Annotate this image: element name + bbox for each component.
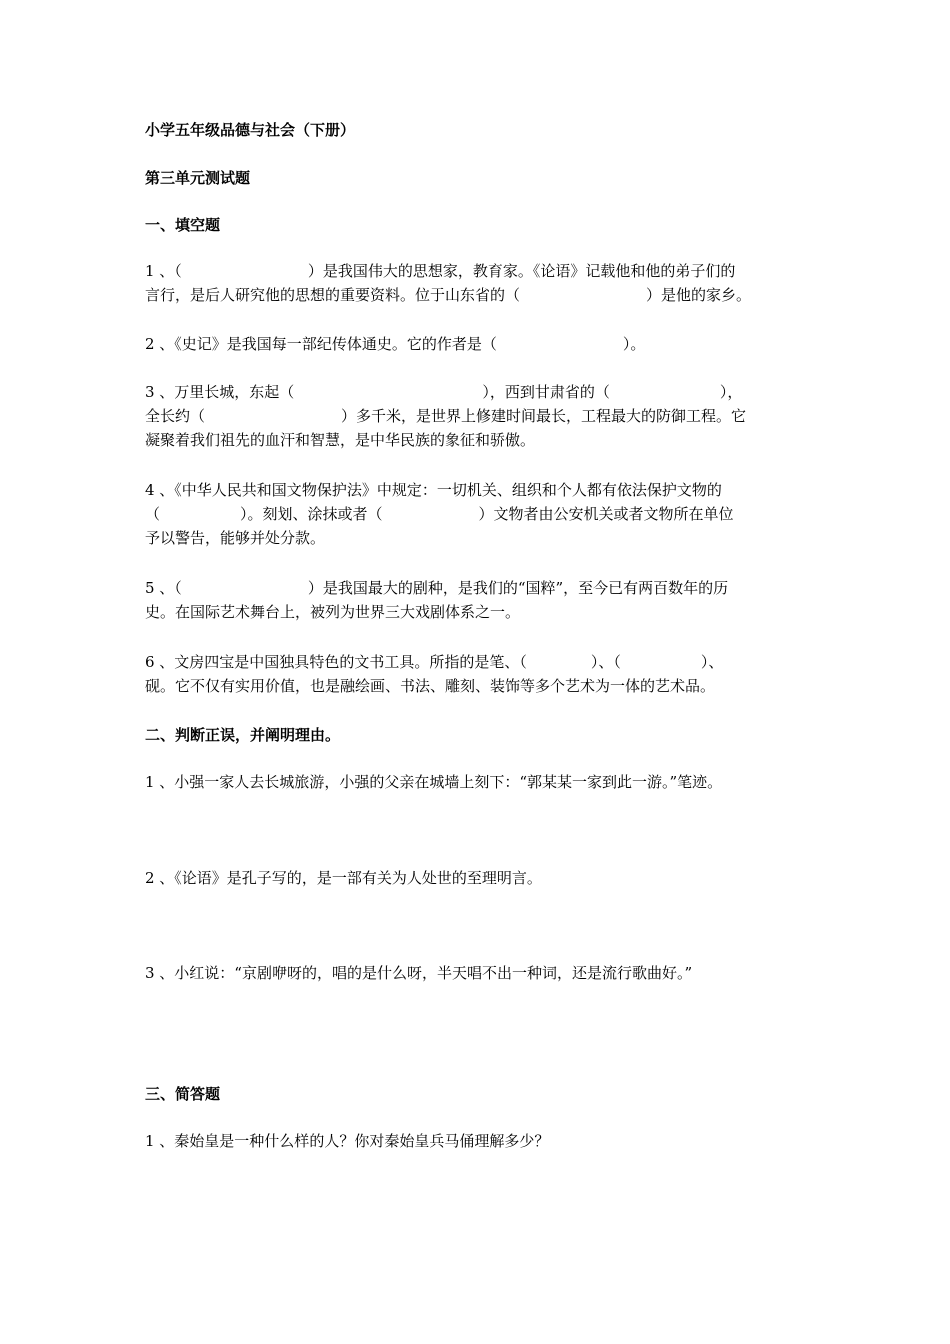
question-line: 史。在国际艺术舞台上，被列为世界三大戏剧体系之一。 (145, 603, 521, 621)
question-line (145, 502, 835, 526)
question-fill-4 (145, 478, 835, 550)
section-heading-true-false: 二、判断正误，并阐明理由。 (145, 726, 341, 744)
question-text: ）多千米，是世界上修建时间最长，工程最大的防御工程。它 (341, 407, 747, 425)
question-text: ）， (719, 383, 743, 401)
question-text: ）是他的家乡。 (646, 286, 752, 304)
question-fill-3 (145, 380, 835, 452)
question-text: 3 、万里长城，东起（ (145, 383, 295, 401)
section-heading-fill-blank: 一、填空题 (145, 216, 221, 234)
section-heading-short-answer: 三、简答题 (145, 1085, 221, 1103)
question-text: ），西到甘肃省的（ (482, 383, 610, 401)
question-line: 砚。它不仅有实用价值，也是融绘画、书法、雕刻、装饰等多个艺术为一体的艺术品。 (145, 677, 716, 695)
question-judge-3: 3 、小红说：“京剧咿呀的，唱的是什么呀，半天唱不出一种词，还是流行歌曲好。” (145, 964, 693, 982)
question-line (145, 332, 835, 356)
question-line (145, 650, 835, 674)
question-text: ）是我国伟大的思想家，教育家。《论语》记载他和他的弟子们的 (307, 262, 736, 280)
question-line: 4 、《中华人民共和国文物保护法》中规定：一切机关、组织和个人都有依法保护文物的 (145, 481, 722, 499)
question-line (145, 576, 835, 600)
question-text: ）。刻划、涂抹或者（ (240, 505, 383, 523)
question-text: 5 、（ (145, 579, 182, 597)
question-judge-1: 1 、小强一家人去长城旅游，小强的父亲在城墙上刻下：“郭某某一家到此一游。”笔迹。 (145, 773, 723, 791)
question-fill-2 (145, 332, 835, 356)
document-subtitle: 第三单元测试题 (145, 169, 251, 187)
question-text: 言行，是后人研究他的思想的重要资料。位于山东省的（ (145, 286, 521, 304)
question-short-1: 1 、秦始皇是一种什么样的人？你对秦始皇兵马俑理解多少？ (145, 1132, 550, 1150)
question-text: 2 、《史记》是我国每一部纪传体通史。它的作者是（ (145, 335, 497, 353)
question-text: ）、 (700, 653, 724, 671)
question-judge-2: 2 、《论语》是孔子写的，是一部有关为人处世的至理明言。 (145, 869, 542, 887)
question-line: 凝聚着我们祖先的血汗和智慧，是中华民族的象征和骄傲。 (145, 431, 536, 449)
question-text: ）文物者由公安机关或者文物所在单位 (478, 505, 734, 523)
question-text: 6 、文房四宝是中国独具特色的文书工具。所指的是笔、（ (145, 653, 527, 671)
question-line: 予以警告，能够并处分款。 (145, 529, 326, 547)
question-line (145, 404, 835, 428)
question-fill-5 (145, 576, 835, 624)
question-fill-6 (145, 650, 835, 698)
question-fill-1 (145, 259, 835, 307)
question-text: 全长约（ (145, 407, 206, 425)
question-line (145, 380, 835, 404)
question-text: ）。 (622, 335, 646, 353)
question-text: ）、（ (590, 653, 621, 671)
question-text: ）是我国最大的剧种，是我们的“国粹”，至今已有两百数年的历 (307, 579, 729, 597)
question-line (145, 259, 835, 283)
question-text: 1 、（ (145, 262, 182, 280)
question-text: （ (145, 505, 161, 523)
question-line (145, 283, 835, 307)
document-title: 小学五年级品德与社会（下册） (145, 121, 356, 139)
